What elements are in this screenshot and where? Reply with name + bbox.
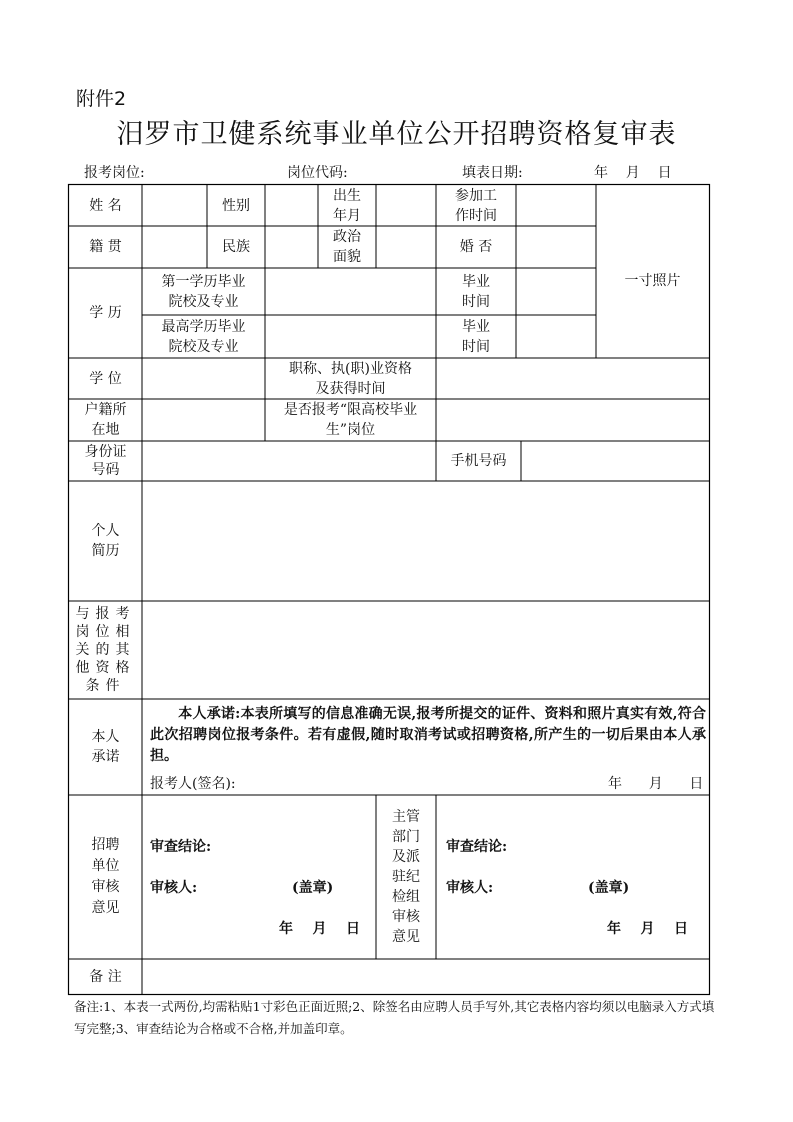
dept-date: 年 月 日	[607, 921, 688, 937]
label-native: 籍 贯	[89, 239, 122, 255]
employer-reviewer: 审核人:	[150, 880, 198, 896]
label-marriage: 婚 否	[459, 239, 493, 255]
promise-text	[150, 704, 706, 767]
political-field[interactable]	[376, 226, 436, 268]
label-remarks: 备 注	[89, 968, 122, 985]
label-hukou: 户籍所 在地	[84, 402, 127, 438]
id-number-field[interactable]	[142, 441, 436, 481]
first-edu-field[interactable]	[265, 268, 436, 315]
photo-box: 一寸照片	[624, 273, 681, 289]
page-title: 汨罗市卫健系统事业单位公开招聘资格复审表	[116, 119, 677, 150]
label-grad-time-2: 毕业 时间	[462, 318, 490, 355]
label-political: 政治 面貌	[333, 229, 361, 265]
employer-date: 年 月 日	[279, 921, 360, 937]
dept-conclusion: 审查结论:	[446, 839, 508, 855]
label-title-qual: 职称、执(职)业资格 及获得时间	[289, 360, 412, 397]
dept-seal: (盖章)	[588, 880, 630, 896]
label-work-start: 参加工 作时间	[455, 187, 497, 224]
label-education: 学 历	[89, 305, 122, 321]
label-limited-grad: 是否报考“限高校毕业 生”岗位	[283, 402, 418, 438]
label-highest-edu: 最高学历毕业 院校及专业	[161, 318, 246, 355]
label-degree: 学 位	[89, 370, 122, 387]
attachment-label: 附件2	[76, 88, 127, 110]
meta-position-code: 岗位代码:	[287, 165, 348, 181]
label-ethnicity: 民族	[222, 239, 250, 255]
other-qual-field[interactable]	[142, 601, 709, 699]
phone-field[interactable]	[521, 441, 709, 481]
limited-grad-field[interactable]	[436, 399, 709, 441]
work-start-field[interactable]	[516, 185, 596, 226]
degree-field[interactable]	[142, 358, 265, 399]
hukou-field[interactable]	[142, 399, 265, 441]
meta-date-units: 年 月 日	[594, 165, 672, 181]
grad-time-1-field[interactable]	[516, 268, 596, 315]
title-qual-field[interactable]	[436, 358, 709, 399]
employer-conclusion: 审查结论:	[150, 839, 212, 855]
label-name: 姓 名	[89, 197, 122, 214]
label-promise: 本人 承诺	[91, 729, 120, 765]
label-resume: 个人 简历	[91, 523, 120, 559]
grad-time-2-field[interactable]	[516, 315, 596, 358]
label-other-qual: 与报考 岗位相 关的其 他资格 条件	[75, 606, 136, 694]
label-employer-review: 招聘 单位 审核 意见	[91, 837, 120, 916]
meta-fill-date: 填表日期:	[462, 165, 523, 181]
highest-edu-field[interactable]	[265, 315, 436, 358]
native-field[interactable]	[142, 226, 207, 268]
promise-signature: 报考人(签名):	[150, 776, 236, 792]
promise-text-content: 本人承诺:本表所填写的信息准确无误,报考所提交的证件、资料和照片真实有效,符合此次招聘岗位报考条件。若有虚假,随时取消考试或招聘资格,所产生的一切后果由本人承担。	[150, 706, 706, 764]
dept-reviewer: 审核人:	[446, 880, 494, 896]
label-first-edu: 第一学历毕业 院校及专业	[161, 273, 246, 310]
label-birth: 出生 年月	[333, 187, 361, 224]
name-field[interactable]	[142, 185, 207, 226]
label-id-number: 身份证 号码	[84, 444, 127, 478]
footnote: 备注:1、本表一式两份,均需粘贴1寸彩色正面近照;2、除签名由应聘人员手写外,其它表格内容均须以电脑录入方式填写完整;3、审查结论为合格或不合格,并加盖印章。	[74, 999, 715, 1036]
marriage-field[interactable]	[516, 226, 596, 268]
ethnicity-field[interactable]	[265, 226, 318, 268]
birth-field[interactable]	[376, 185, 436, 226]
promise-date: 年 月 日	[608, 776, 704, 792]
gender-field[interactable]	[265, 185, 318, 226]
label-grad-time-1: 毕业 时间	[462, 273, 490, 310]
remarks-field[interactable]	[142, 959, 709, 994]
resume-field[interactable]	[142, 481, 709, 601]
employer-seal: (盖章)	[292, 880, 334, 896]
label-phone: 手机号码	[450, 453, 507, 469]
label-dept-review: 主管 部门 及派 驻纪 检组 审核 意见	[392, 809, 420, 945]
meta-position: 报考岗位:	[84, 165, 145, 181]
label-gender: 性别	[222, 197, 250, 214]
